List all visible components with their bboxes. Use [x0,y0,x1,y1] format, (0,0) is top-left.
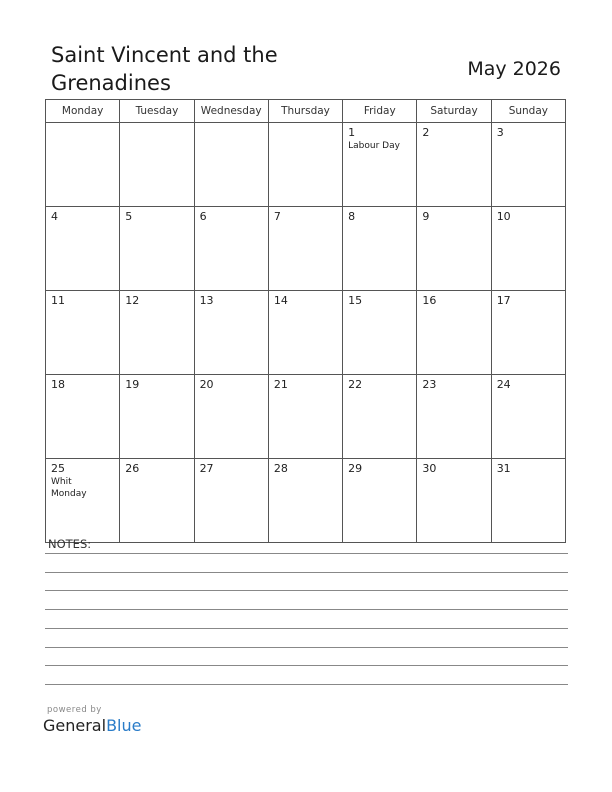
day-number: 16 [422,294,437,307]
day-cell [491,291,565,375]
notes-label: NOTES: [48,537,92,551]
day-number: 4 [51,210,58,223]
day-number: 21 [273,378,288,391]
day-cell [120,459,194,543]
week-row [46,375,566,459]
weekday-header: Monday [46,100,120,123]
day-number: 11 [51,294,65,307]
day-number: 31 [496,462,511,475]
day-cell [417,375,491,459]
calendar-body [46,123,566,543]
day-number: 6 [199,210,207,223]
note-line [45,665,568,666]
day-cell [194,375,268,459]
day-cell [417,207,491,291]
day-cell [46,375,120,459]
day-number: 19 [125,378,140,391]
day-number: 30 [422,462,437,475]
weekday-header: Wednesday [194,100,268,123]
day-number: 29 [348,462,363,475]
day-number: 25 [51,462,65,475]
day-cell [417,291,491,375]
day-cell [417,123,491,207]
logo-general-text: General [43,716,107,735]
week-row [46,123,566,207]
day-number: 2 [422,126,430,139]
day-cell [491,123,565,207]
day-cell [46,459,120,543]
day-number: 24 [496,378,511,391]
day-number: 14 [273,294,288,307]
holiday-label: Whit Monday [51,477,87,499]
day-cell [46,207,120,291]
logo-blue-text: Blue [106,716,142,735]
holiday-label: Labour Day [348,141,400,151]
day-number: 1 [348,126,356,139]
note-line [45,628,568,629]
powered-by-text: powered by [47,705,102,715]
day-cell [268,207,342,291]
calendar-title: Saint Vincent and the Grenadines [51,43,278,95]
day-number: 15 [348,294,363,307]
day-number: 9 [422,210,430,223]
month-label: May 2026 [467,58,561,80]
day-cell [268,123,342,207]
day-cell [120,207,194,291]
day-number: 10 [496,210,511,223]
note-line [45,684,568,685]
day-cell [491,459,565,543]
note-line [45,590,568,591]
day-cell [194,207,268,291]
day-cell [491,375,565,459]
weekday-header-row [46,100,566,123]
day-number: 12 [125,294,140,307]
day-cell [194,291,268,375]
day-cell [194,459,268,543]
day-number: 17 [496,294,511,307]
generalblue-logo[interactable] [43,716,141,735]
day-cell [343,123,417,207]
day-number: 23 [422,378,437,391]
calendar-grid [45,99,566,543]
day-number: 20 [199,378,214,391]
day-cell [46,123,120,207]
weekday-header: Sunday [491,100,565,123]
day-cell [120,375,194,459]
day-cell [46,291,120,375]
day-number: 7 [273,210,281,223]
day-number: 3 [496,126,504,139]
note-line [45,609,568,610]
day-number: 5 [125,210,133,223]
note-line [45,553,568,554]
day-number: 13 [199,294,214,307]
day-number: 18 [51,378,65,391]
weekday-header: Friday [343,100,417,123]
day-cell [417,459,491,543]
day-cell [268,291,342,375]
day-number: 28 [273,462,288,475]
day-number: 27 [199,462,214,475]
weekday-header: Tuesday [120,100,194,123]
day-cell [120,123,194,207]
day-cell [268,375,342,459]
week-row [46,291,566,375]
day-number: 22 [348,378,363,391]
day-cell [343,375,417,459]
day-cell [343,207,417,291]
day-cell [491,207,565,291]
week-row [46,459,566,543]
note-line [45,647,568,648]
weekday-header: Saturday [417,100,491,123]
day-cell [194,123,268,207]
day-cell [343,459,417,543]
weekday-header: Thursday [268,100,342,123]
day-number: 8 [348,210,356,223]
day-cell [343,291,417,375]
day-number: 26 [125,462,140,475]
day-cell [268,459,342,543]
day-cell [120,291,194,375]
week-row [46,207,566,291]
note-line [45,572,568,573]
